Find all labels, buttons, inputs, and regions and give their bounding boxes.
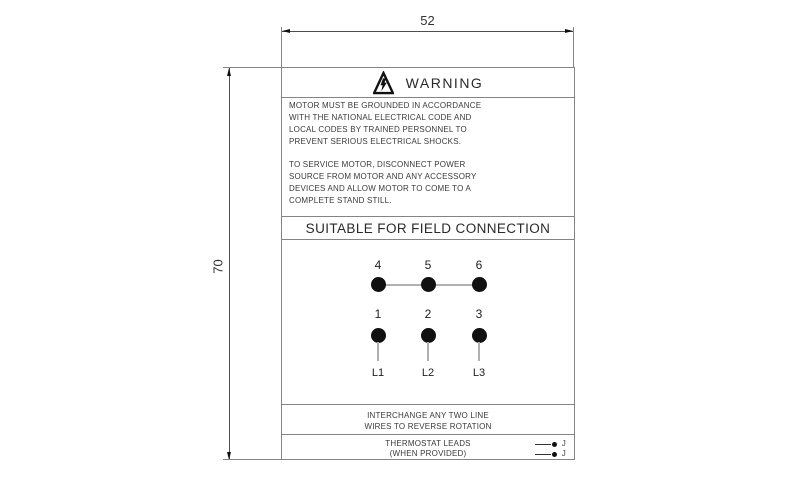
rotation-note-line: INTERCHANGE ANY TWO LINE — [367, 411, 489, 420]
terminal-dot — [472, 277, 487, 292]
section-title: SUITABLE FOR FIELD CONNECTION — [305, 221, 551, 236]
warning-header-band — [282, 68, 574, 98]
terminal-diagram — [282, 241, 574, 405]
extension-line — [223, 459, 281, 460]
warning-text-line: WITH THE NATIONAL ELECTRICAL CODE AND — [289, 113, 472, 122]
thermostat-note-line: (WHEN PROVIDED) — [389, 449, 467, 458]
lead-dot-icon — [552, 442, 557, 447]
warning-text-line: MOTOR MUST BE GROUNDED IN ACCORDANCE — [289, 101, 482, 110]
terminal-number: 1 — [374, 307, 382, 321]
terminal-number: 3 — [475, 307, 483, 321]
line-lead-wire — [377, 342, 379, 361]
warning-paragraph-grounding — [289, 100, 574, 148]
warning-text-line: LOCAL CODES BY TRAINED PERSONNEL TO — [289, 125, 467, 134]
thermostat-lead-symbol — [535, 441, 566, 447]
high-voltage-warning-icon — [373, 71, 394, 95]
width-dimension-value: 52 — [420, 13, 435, 28]
height-dimension-line — [229, 68, 230, 459]
thermostat-note-band — [282, 436, 574, 460]
warning-paragraph-service — [289, 159, 574, 207]
warning-text-line: TO SERVICE MOTOR, DISCONNECT POWER — [289, 160, 466, 169]
terminal-dot — [371, 328, 386, 343]
line-label: L3 — [472, 367, 486, 379]
terminal-dot — [421, 277, 436, 292]
terminal-dot — [371, 277, 386, 292]
line-label: L2 — [421, 367, 435, 379]
warning-text-line: PREVENT SERIOUS ELECTRICAL SHOCKS. — [289, 137, 462, 146]
lead-dot-icon — [552, 452, 557, 457]
lead-wire-line — [535, 454, 551, 455]
dimension-arrow-left-icon — [282, 29, 290, 33]
extension-line — [281, 27, 282, 68]
rotation-note-line: WIRES TO REVERSE ROTATION — [364, 422, 492, 431]
terminal-dot — [472, 328, 487, 343]
rotation-note-band — [282, 405, 574, 435]
section-title-band — [282, 218, 574, 240]
extension-line — [573, 27, 574, 68]
extension-line — [223, 67, 281, 68]
warning-title: WARNING — [405, 74, 484, 91]
lead-label: J — [561, 449, 566, 458]
thermostat-note-line: THERMOSTAT LEADS — [385, 439, 471, 448]
line-lead-wire — [478, 342, 480, 361]
thermostat-lead-symbol — [535, 451, 566, 457]
terminal-number: 4 — [374, 258, 382, 272]
dimension-arrow-up-icon — [227, 68, 231, 76]
terminal-dot — [421, 328, 436, 343]
lead-label: J — [561, 439, 566, 448]
terminal-number: 5 — [424, 258, 432, 272]
height-dimension-value: 70 — [210, 259, 226, 274]
warning-text-line: COMPLETE STAND STILL. — [289, 196, 392, 205]
warning-text-line: SOURCE FROM MOTOR AND ANY ACCESSORY — [289, 172, 477, 181]
warning-text-line: DEVICES AND ALLOW MOTOR TO COME TO A — [289, 184, 472, 193]
line-label: L1 — [371, 367, 385, 379]
lead-wire-line — [535, 444, 551, 445]
dimension-arrow-right-icon — [565, 29, 573, 33]
terminal-number: 6 — [475, 258, 483, 272]
width-dimension-line — [282, 31, 573, 32]
terminal-number: 2 — [424, 307, 432, 321]
line-lead-wire — [427, 342, 429, 361]
warning-body-band — [282, 98, 574, 217]
motor-connection-label — [281, 67, 575, 460]
